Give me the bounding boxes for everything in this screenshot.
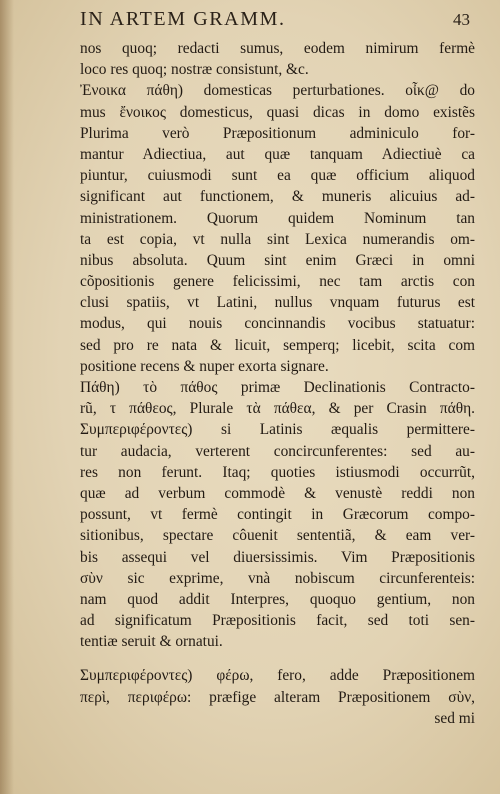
text-line: sed pro re nata & licuit, semperq; licebit, scita com (80, 336, 475, 354)
text-line: Συμπεριφέροντες) φέρω, fero, adde Præpositionem (80, 667, 475, 685)
text-line: cõpositionis genere felicissimi, nec tam arctis con (80, 273, 475, 291)
text-line: mus ἔνοικος domesticus, quasi dicas in domo existẽs (80, 103, 475, 121)
text-line: Ἐνοικα πάθη) domesticas perturbationes. οἶκ@ do (80, 82, 475, 100)
text-line: possunt, vt fermè contingit in Græcorum compo- (80, 506, 475, 524)
text-line: res non ferunt. Itaq; quoties istiusmodi occurrũt, (80, 463, 475, 481)
text-line: quæ ad verbum commodè & venustè reddi non (80, 484, 475, 502)
running-title: IN ARTEM GRAMM. (80, 8, 286, 30)
text-line: nibus absoluta. Quum sint enim Græci in omni (80, 251, 475, 269)
text-line: ministrationem. Quorum quidem Nominum tan (80, 209, 475, 227)
text-line: tentiæ seruit & ornatui. (80, 633, 223, 651)
text-line: tur audacia, verterent concircunferentes: sed au- (80, 442, 475, 460)
text-line: piuntur, cuiusmodi sunt ea quæ officium aliquod (80, 167, 475, 185)
page-gutter-shadow (0, 0, 14, 794)
text-line: rũ, τ πάθεος, Plurale τὰ πάθεα, & per Crasin πάθη. (80, 400, 475, 418)
text-line: Πάθη) τὸ πάθος primæ Declinationis Contracto- (80, 379, 475, 396)
text-line: clusi spatiis, vt Latini, nullus vnquam futurus est (80, 294, 475, 312)
body-text (80, 38, 475, 729)
text-line: σὺν sic exprime, vnà nobiscum circunferenteis: (80, 569, 475, 587)
page-header (70, 8, 470, 36)
text-line: Plurima verò Præpositionum adminiculo for- (80, 124, 475, 142)
text-line: mantur Adiectiua, aut quæ tanquam Adiectiuè ca (80, 145, 475, 163)
text-line: περὶ, περιφέρω: præfige alteram Præpositionem σὺν, (80, 688, 475, 706)
text-line: Συμπεριφέροντες) si Latinis æqualis permittere- (80, 421, 475, 439)
catchword: sed mi (434, 709, 475, 727)
text-line: bis assequi vel diuersissimis. Vim Præpositionis (80, 548, 475, 566)
text-line: ta est copia, vt nulla sint Lexica numerandis om- (80, 230, 475, 248)
text-line: sitionibus, spectare côuenit sententiã, & eam ver- (80, 527, 475, 545)
page-number: 43 (453, 10, 470, 29)
text-line: significant aut functionem, & muneris alicuius ad- (80, 188, 475, 206)
text-line: modus, qui nouis concinnandis vocibus statuatur: (80, 315, 475, 333)
text-line: positione recens & nuper exorta signare. (80, 357, 329, 375)
text-line: nam quod addit Interpres, quoquo gentium, non (80, 590, 475, 608)
text-line: ad significatum Præpositionis facit, sed toti sen- (80, 612, 475, 630)
text-line: loco res quoq; nostræ consistunt, &c. (80, 61, 309, 79)
text-line: nos quoq; redacti sumus, eodem nimirum fermè (80, 40, 475, 57)
